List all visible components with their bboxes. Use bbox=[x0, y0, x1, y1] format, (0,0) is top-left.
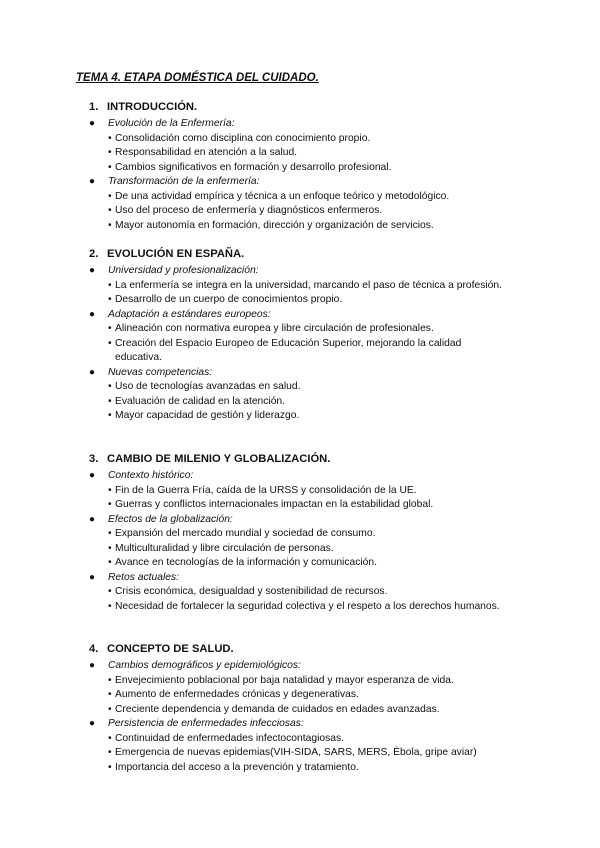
topic-efectos-globalizacion bbox=[89, 513, 529, 571]
topic-transformacion-enfermeria bbox=[89, 175, 529, 233]
section-introduccion bbox=[89, 100, 529, 233]
list-item: • Creciente dependencia y demanda de cuidados en edades avanzadas. bbox=[108, 703, 505, 718]
list-item: • Mayor capacidad de gestión y liderazgo. bbox=[108, 409, 505, 424]
list-item: • Guerras y conflictos internacionales impactan en la estabilidad global. bbox=[108, 498, 505, 513]
list-item: • Continuidad de enfermedades infectocontagiosas. bbox=[108, 732, 505, 747]
topic-title: ● Evolución de la Enfermería: bbox=[108, 117, 529, 132]
topic-universidad bbox=[89, 264, 529, 308]
section-number: 4. bbox=[89, 643, 99, 655]
section-number: 3. bbox=[89, 453, 99, 465]
topic-evolucion-enfermeria bbox=[89, 117, 529, 175]
bullet-dot-icon: ● bbox=[89, 308, 96, 320]
list-item: • Importancia del acceso a la prevención y tratamiento. bbox=[108, 761, 505, 776]
section-heading bbox=[89, 247, 529, 261]
bullet-dot-icon: ● bbox=[89, 718, 96, 729]
topic-title: ● Universidad y profesionalización: bbox=[108, 264, 529, 279]
section-evolucion-espana bbox=[89, 247, 529, 424]
section-heading bbox=[89, 452, 529, 466]
bullet-dot-icon: ● bbox=[89, 571, 96, 583]
section-number: 1. bbox=[89, 101, 99, 113]
section-title: EVOLUCIÓN EN ESPAÑA. bbox=[107, 248, 245, 260]
list-item: • Alineación con normativa europea y libre circulación de profesionales. bbox=[108, 322, 505, 337]
bullet-dot-icon: ● bbox=[89, 660, 96, 671]
list-item: • Cambios significativos en formación y desarrollo profesional. bbox=[108, 161, 505, 176]
list-item: • Aumento de enfermedades crónicas y degenerativas. bbox=[108, 688, 505, 703]
section-title: CAMBIO DE MILENIO Y GLOBALIZACIÓN. bbox=[107, 453, 331, 465]
list-item: • Creación del Espacio Europeo de Educación Superior, mejorando la calidad educativa. bbox=[108, 337, 505, 366]
list-item: • Consolidación como disciplina con conocimiento propio. bbox=[108, 132, 505, 147]
topic-title: ● Cambios demográficos y epidemiológicos: bbox=[108, 659, 529, 674]
list-item: • Mayor autonomía en formación, dirección y organización de servicios. bbox=[108, 219, 505, 234]
topic-retos-actuales bbox=[89, 571, 529, 615]
topic-nuevas-competencias bbox=[89, 366, 529, 424]
list-item: • Emergencia de nuevas epidemias(VIH-SIDA, SARS, MERS, Ébola, gripe aviar) bbox=[108, 746, 505, 761]
list-item: • Fin de la Guerra Fría, caída de la URSS y consolidación de la UE. bbox=[108, 484, 505, 499]
list-item: • La enfermería se integra en la universidad, marcando el paso de técnica a profesión. bbox=[108, 279, 505, 294]
topic-title: ● Transformación de la enfermería: bbox=[108, 175, 529, 190]
list-item: • Uso de tecnologías avanzadas en salud. bbox=[108, 380, 505, 395]
topic-title: ● Nuevas competencias: bbox=[108, 366, 529, 381]
bullet-dot-icon: ● bbox=[89, 176, 96, 187]
bullet-dot-icon: ● bbox=[89, 265, 96, 276]
list-item: • Uso del proceso de enfermería y diagnósticos enfermeros. bbox=[108, 204, 505, 219]
topic-enfermedades-infecciosas bbox=[89, 717, 529, 775]
list-item: • Multiculturalidad y libre circulación de personas. bbox=[108, 542, 505, 557]
list-item: • Desarrollo de un cuerpo de conocimientos propio. bbox=[108, 293, 505, 308]
list-item: • Avance en tecnologías de la información y comunicación. bbox=[108, 556, 505, 571]
list-item: • Expansión del mercado mundial y sociedad de consumo. bbox=[108, 527, 505, 542]
section-heading bbox=[89, 642, 529, 656]
bullet-dot-icon: ● bbox=[89, 118, 96, 129]
list-item: • Evaluación de calidad en la atención. bbox=[108, 395, 505, 410]
section-title: CONCEPTO DE SALUD. bbox=[107, 643, 234, 655]
topic-cambios-demograficos bbox=[89, 659, 529, 717]
list-item: • De una actividad empírica y técnica a un enfoque teórico y metodológico. bbox=[108, 190, 505, 205]
topic-title: ● Efectos de la globalización: bbox=[108, 513, 529, 528]
document-title: TEMA 4. ETAPA DOMÉSTICA DEL CUIDADO. bbox=[76, 72, 319, 84]
bullet-dot-icon: ● bbox=[89, 366, 96, 378]
list-item: • Crisis económica, desigualdad y sostenibilidad de recursos. bbox=[108, 585, 505, 600]
topic-title: ● Contexto histórico: bbox=[108, 469, 529, 484]
bullet-dot-icon: ● bbox=[89, 513, 96, 525]
bullet-dot-icon: ● bbox=[89, 470, 96, 481]
section-cambio-milenio bbox=[89, 452, 529, 614]
topic-estandares-europeos bbox=[89, 308, 529, 366]
topic-title: ● Persistencia de enfermedades infecciosas: bbox=[108, 717, 529, 732]
list-item: • Responsabilidad en atención a la salud. bbox=[108, 146, 505, 161]
section-title: INTRODUCCIÓN. bbox=[107, 101, 198, 113]
topic-title: ● Adaptación a estándares europeos: bbox=[108, 308, 529, 323]
list-item: • Envejecimiento poblacional por baja natalidad y mayor esperanza de vida. bbox=[108, 674, 505, 689]
section-concepto-salud bbox=[89, 642, 529, 775]
list-item: • Necesidad de fortalecer la seguridad colectiva y el respeto a los derechos humanos. bbox=[108, 600, 505, 615]
section-heading bbox=[89, 100, 529, 114]
section-number: 2. bbox=[89, 248, 99, 260]
topic-title: ● Retos actuales: bbox=[108, 571, 529, 586]
topic-contexto-historico bbox=[89, 469, 529, 513]
